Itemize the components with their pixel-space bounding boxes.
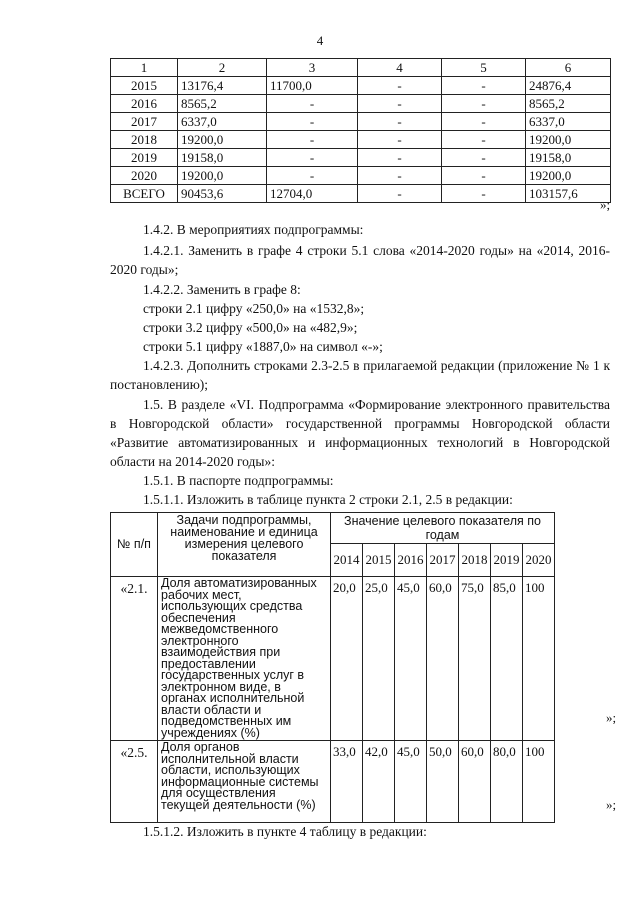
table-cell: 11700,0 — [267, 77, 358, 95]
paragraph: строки 5.1 цифру «1887,0» на символ «-»; — [143, 339, 383, 354]
table-cell: - — [358, 185, 442, 203]
paragraph: 1.4.2.1. Заменить в графе 4 строки 5.1 слова «2014-2020 годы» на «2014, 2016-2020 годы»; — [110, 243, 610, 277]
table-row — [111, 741, 555, 823]
table-cell: - — [358, 167, 442, 185]
paragraph: 1.5.1.2. Изложить в пункте 4 таблицу в редакции: — [143, 824, 427, 839]
table-cell: - — [358, 131, 442, 149]
value-cell: 100 — [523, 741, 555, 823]
table-cell: 19158,0 — [526, 149, 611, 167]
table-cell: - — [442, 77, 526, 95]
header-cell-number: № п/п — [111, 513, 158, 577]
year-cell: 2015 — [363, 544, 395, 577]
header-cell: 4 — [358, 59, 442, 77]
table-cell: 2019 — [111, 149, 178, 167]
row-number: «2.5. — [111, 741, 158, 823]
table-cell: 2020 — [111, 167, 178, 185]
header-cell: 5 — [442, 59, 526, 77]
table-cell: - — [358, 113, 442, 131]
paragraph: 1.4.2.2. Заменить в графе 8: — [143, 282, 301, 297]
value-cell: 75,0 — [459, 577, 491, 741]
row-task: Доля органов исполнительной власти области, использующих информационные системы для осуществления текущей деятельности (%) — [158, 741, 331, 823]
table-cell: - — [442, 185, 526, 203]
table-cell: 90453,6 — [178, 185, 267, 203]
table-cell: ВСЕГО — [111, 185, 178, 203]
table-cell: 2018 — [111, 131, 178, 149]
year-cell: 2020 — [523, 544, 555, 577]
table-cell: 13176,4 — [178, 77, 267, 95]
table-cell: 24876,4 — [526, 77, 611, 95]
funding-table — [110, 58, 611, 203]
value-cell: 20,0 — [331, 577, 363, 741]
value-cell: 33,0 — [331, 741, 363, 823]
table-cell: - — [267, 113, 358, 131]
header-cell: 2 — [178, 59, 267, 77]
table-cell: - — [267, 95, 358, 113]
value-cell: 45,0 — [395, 577, 427, 741]
table-row — [111, 77, 611, 95]
value-cell: 60,0 — [459, 741, 491, 823]
paragraph: 1.5.1.1. Изложить в таблице пункта 2 строки 2.1, 2.5 в редакции: — [143, 492, 513, 507]
table-cell: - — [442, 113, 526, 131]
paragraph: 1.4.2.3. Дополнить строками 2.3-2.5 в прилагаемой редакции (приложение № 1 к постановлению); — [110, 358, 610, 392]
value-cell: 50,0 — [427, 741, 459, 823]
value-cell: 85,0 — [491, 577, 523, 741]
table-cell: 2016 — [111, 95, 178, 113]
year-cell: 2017 — [427, 544, 459, 577]
year-cell: 2018 — [459, 544, 491, 577]
table-cell: 2015 — [111, 77, 178, 95]
table-cell: - — [267, 167, 358, 185]
year-cell: 2014 — [331, 544, 363, 577]
value-cell: 100 — [523, 577, 555, 741]
row-number: «2.1. — [111, 577, 158, 741]
table-cell: 103157,6 — [526, 185, 611, 203]
indicator-table — [110, 512, 555, 823]
value-cell: 60,0 — [427, 577, 459, 741]
table-cell: - — [358, 95, 442, 113]
table-cell: - — [442, 149, 526, 167]
table-cell: 19200,0 — [178, 131, 267, 149]
table-row — [111, 167, 611, 185]
table-cell: - — [442, 95, 526, 113]
table-cell: 8565,2 — [526, 95, 611, 113]
table-cell: 6337,0 — [526, 113, 611, 131]
table-row-total — [111, 185, 611, 203]
paragraph: 1.5.1. В паспорте подпрограммы: — [143, 473, 334, 488]
value-cell: 80,0 — [491, 741, 523, 823]
table-cell: 6337,0 — [178, 113, 267, 131]
paragraph: строки 3.2 цифру «500,0» на «482,9»; — [143, 320, 358, 335]
value-cell: 45,0 — [395, 741, 427, 823]
table-cell: 19200,0 — [526, 131, 611, 149]
table-cell: - — [267, 149, 358, 167]
table-closing-quote: »; — [606, 710, 617, 725]
table-cell: 19200,0 — [526, 167, 611, 185]
table-cell: 2017 — [111, 113, 178, 131]
table-row — [111, 149, 611, 167]
table-cell: 8565,2 — [178, 95, 267, 113]
table-cell: - — [442, 167, 526, 185]
row-task: Доля автоматизированных рабочих мест, использующих средства обеспечения межведомственного электронного взаимодействия при предоставлении государственных услуг в электронном виде, в органах исполнительной власти области и подведомственных им учреждениях (%) — [158, 577, 331, 741]
table-cell: - — [358, 77, 442, 95]
table-row — [111, 131, 611, 149]
paragraph: строки 2.1 цифру «250,0» на «1532,8»; — [143, 301, 365, 316]
table-cell: - — [442, 131, 526, 149]
year-cell: 2016 — [395, 544, 427, 577]
paragraph: 1.4.2. В мероприятиях подпрограммы: — [143, 222, 364, 237]
page-number: 4 — [316, 33, 324, 48]
header-cell: 1 — [111, 59, 178, 77]
table-row — [111, 577, 555, 741]
table-closing-quote: »; — [600, 197, 611, 212]
paragraph: 1.5. В разделе «VI. Подпрограмма «Формирование электронного правительства в Новгородской области» государственной программы Новгородской области «Развитие автоматизированных и информационных технологий в Новгородской области на 2014-2020 годы»: — [110, 397, 610, 469]
header-cell: 3 — [267, 59, 358, 77]
header-cell: 6 — [526, 59, 611, 77]
value-cell: 25,0 — [363, 577, 395, 741]
header-cell-task: Задачи подпрограммы, наименование и единица измерения целевого показателя — [158, 513, 331, 577]
table-closing-quote: »; — [606, 797, 617, 812]
table-cell: - — [358, 149, 442, 167]
table-row — [111, 113, 611, 131]
table-cell: 12704,0 — [267, 185, 358, 203]
table-cell: 19158,0 — [178, 149, 267, 167]
table-header-row — [111, 59, 611, 77]
year-cell: 2019 — [491, 544, 523, 577]
table-row — [111, 95, 611, 113]
table-cell: - — [267, 131, 358, 149]
table-cell: 19200,0 — [178, 167, 267, 185]
value-cell: 42,0 — [363, 741, 395, 823]
header-cell-years-group: Значение целевого показателя по годам — [331, 513, 555, 544]
table-header-row — [111, 513, 555, 544]
